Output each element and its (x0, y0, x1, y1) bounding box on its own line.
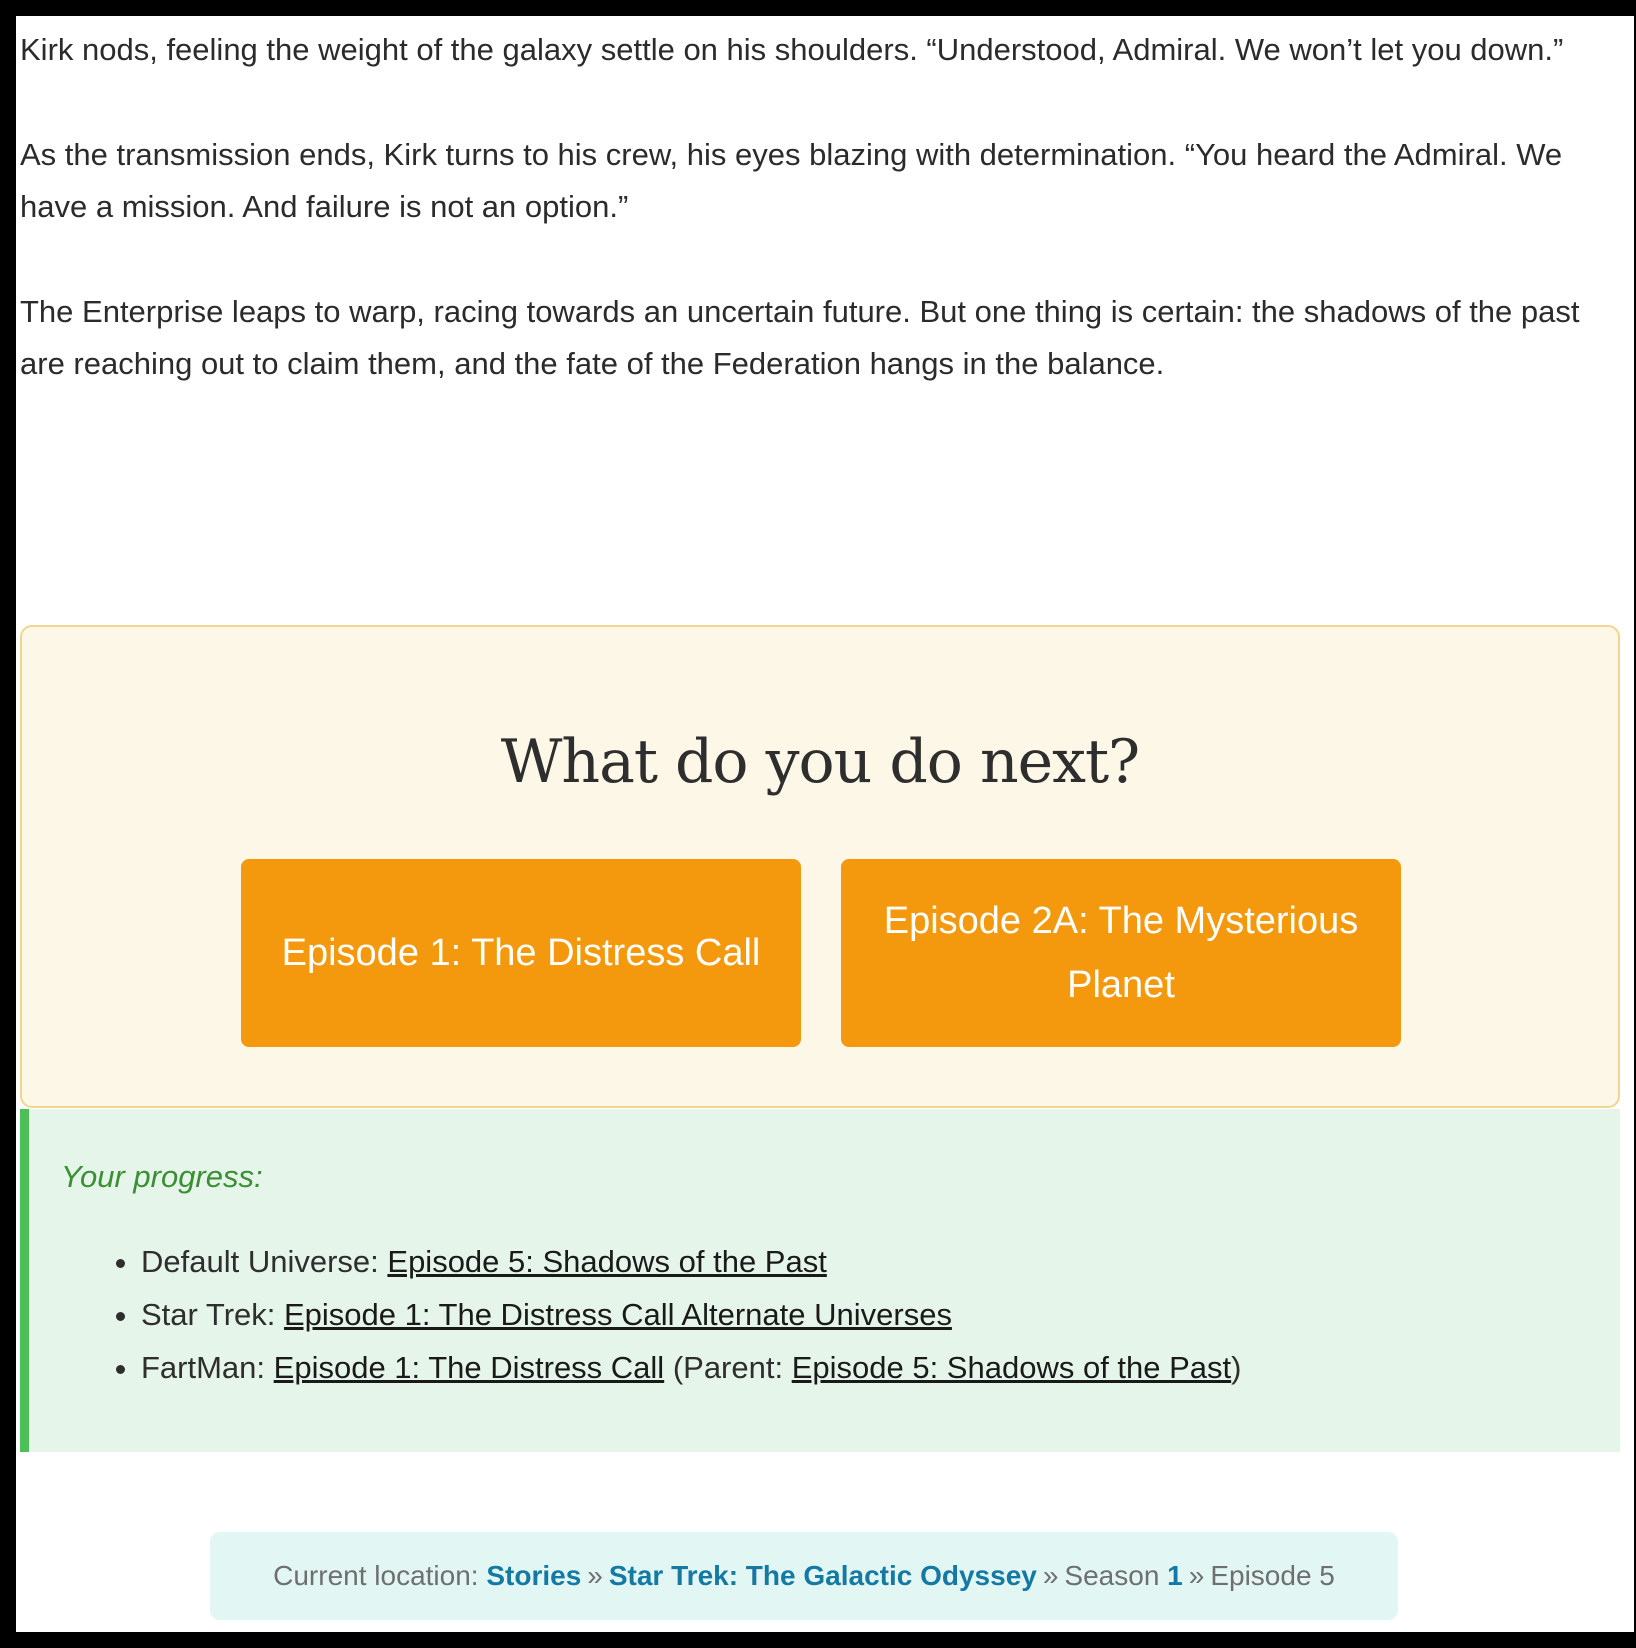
progress-link[interactable]: Episode 1: The Distress Call Alternate Universes (283, 1297, 952, 1332)
choice-episode-2a-button[interactable] (841, 859, 1401, 1047)
progress-item-prefix: Default Universe: (141, 1244, 388, 1279)
parent-link[interactable]: Episode 5: Shadows of the Past (791, 1350, 1232, 1385)
page-frame (16, 16, 1634, 1632)
choices-panel (20, 625, 1620, 1108)
choice-label: Episode 1: The Distress Call (281, 932, 761, 974)
choice-label: Episode 2A: The Mysterious Planet (883, 900, 1359, 1006)
breadcrumb-series-link[interactable]: Star Trek: The Galactic Odyssey (608, 1560, 1037, 1591)
breadcrumb-separator: » (1042, 1560, 1059, 1591)
breadcrumb (210, 1532, 1398, 1620)
progress-item-prefix: FartMan: (141, 1350, 274, 1385)
story-paragraph: The Enterprise leaps to warp, racing towards an uncertain future. But one thing is certain: the shadows of the past are reaching out to claim them, and the fate of the Federation hangs in the balance. (20, 294, 1580, 381)
progress-item-fartman (141, 1341, 1241, 1394)
parent-prefix: (Parent: (664, 1350, 792, 1385)
progress-title: Your progress: (61, 1159, 263, 1194)
story-paragraph: Kirk nods, feeling the weight of the galaxy settle on his shoulders. “Understood, Admiral. We won’t let you down.” (20, 32, 1564, 67)
choices-heading: What do you do next? (500, 727, 1140, 797)
choice-episode-1-button[interactable] (241, 859, 801, 1047)
breadcrumb-label: Current location: (273, 1560, 479, 1591)
progress-link[interactable]: Episode 5: Shadows of the Past (387, 1244, 827, 1279)
breadcrumb-separator: » (587, 1560, 603, 1591)
breadcrumb-season-link[interactable]: 1 (1167, 1560, 1183, 1591)
progress-item-default-universe (141, 1235, 1241, 1288)
progress-item-star-trek (141, 1288, 1241, 1341)
parent-suffix: ) (1231, 1350, 1242, 1385)
breadcrumb-separator: » (1188, 1560, 1205, 1591)
progress-link[interactable]: Episode 1: The Distress Call (273, 1350, 665, 1385)
progress-panel (20, 1109, 1620, 1452)
breadcrumb-season-label: Season (1064, 1560, 1160, 1591)
breadcrumb-stories-link[interactable]: Stories (486, 1560, 582, 1591)
progress-item-prefix: Star Trek: (141, 1297, 284, 1332)
story-text (20, 24, 1620, 443)
story-paragraph: As the transmission ends, Kirk turns to his crew, his eyes blazing with determination. “You heard the Admiral. We have a mission. And failure is not an option.” (20, 137, 1563, 224)
breadcrumb-current-episode: Episode 5 (1210, 1560, 1335, 1591)
progress-list (73, 1235, 1241, 1394)
